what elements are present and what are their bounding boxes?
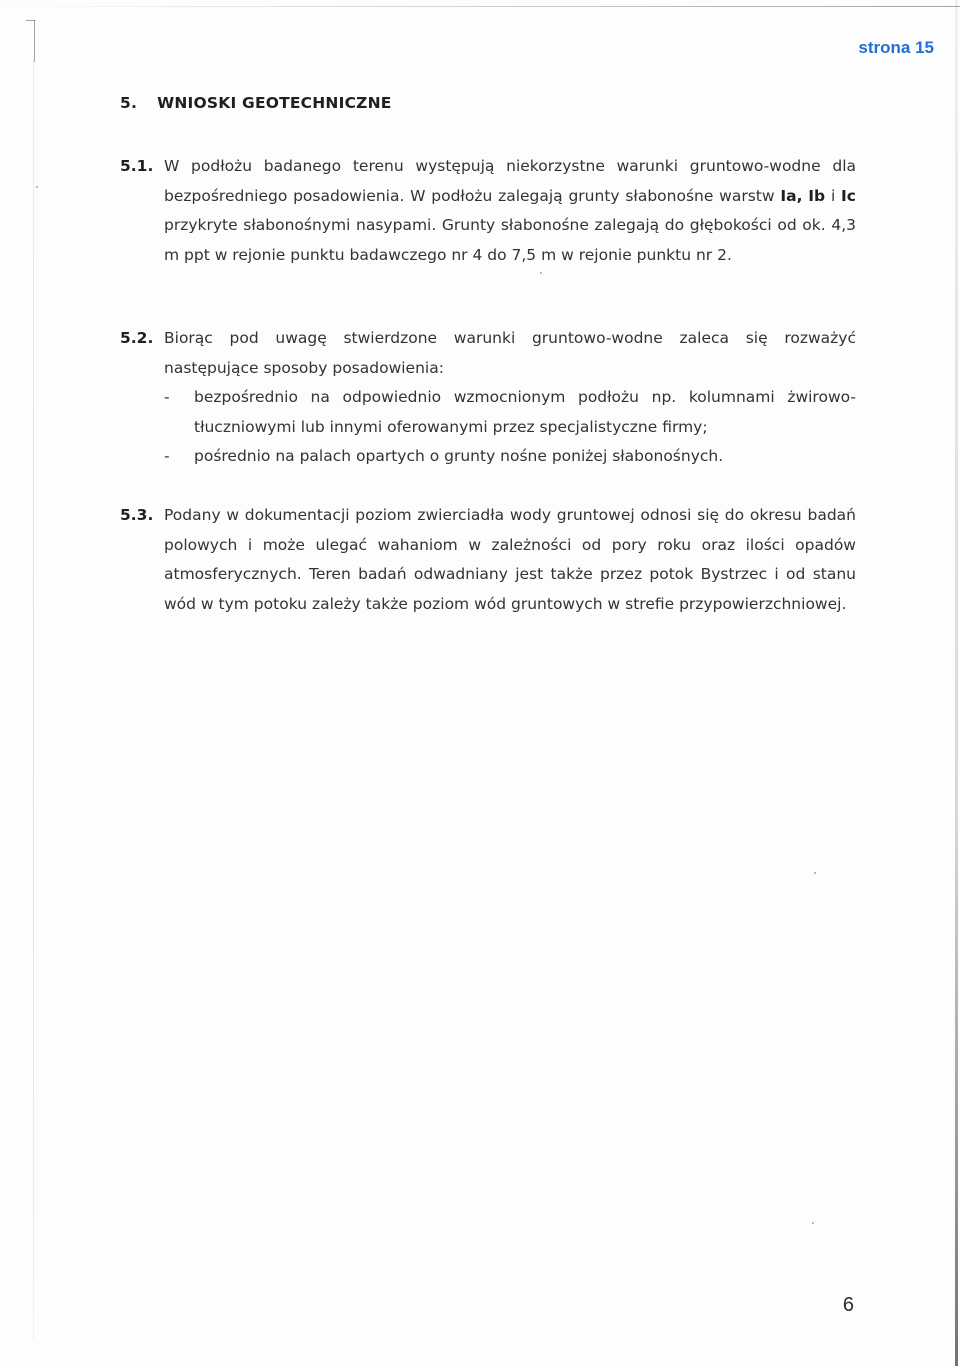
section-heading [120,94,392,112]
scan-speck [812,1222,814,1224]
scan-speck [814,872,816,874]
item-text: Podany w dokumentacji poziom zwierciadła wody gruntowej odnosi się do okresu badań polowych i może ulegać wahaniom w zależności od pory roku oraz ilości opadów atmosferycznych. Teren badań odwadniany jest także przez potok Bystrzec i od stanu wód w tym potoku zależy także poziom wód gruntowych w strefie przypowierzchniowej. [164,506,856,613]
layer-label: Ib [808,186,826,205]
conclusion-item [120,152,856,270]
item-number: 5.2. [120,329,154,347]
item-number: 5.1. [120,157,154,175]
scan-speck [540,272,542,274]
conclusion-item [120,501,856,619]
page-label: strona 15 [858,38,934,57]
item-text [164,324,856,472]
scan-artifact-left-edge [33,60,34,1340]
scan-artifact-left-tick [26,20,35,21]
layer-label: Ic [841,186,856,205]
scan-artifact-left-mark [34,20,35,62]
item-text-part: i [825,186,842,205]
scan-artifact-right-edge [955,0,958,1366]
item-text-part: przykryte słabonośnymi nasypami. Grunty słabonośne zalegają do głębokości od ok. 4,3 m ppt w rejonie punktu badawczego nr 4 do 7,5 m w rejonie punktu nr 2. [164,216,856,264]
section-number: 5. [120,94,138,112]
item-text-part: W podłożu badanego terenu występują niekorzystne warunki gruntowo-wodne dla bezpośredniego posadowienia. W podłożu zalegają grunty słabonośne warstw [164,157,856,205]
page-number: 6 [842,1294,854,1316]
layer-label: Ia, [780,186,803,205]
foundation-options-list [164,383,856,472]
list-item [164,442,856,472]
list-dash: - [164,447,170,465]
item-text [164,152,856,270]
list-item-text: pośrednio na palach opartych o grunty nośne poniżej słabonośnych. [194,447,724,465]
conclusion-item [120,324,856,472]
list-item-text: bezpośrednio na odpowiednio wzmocnionym podłożu np. kolumnami żwirowo-tłuczniowymi lub innymi oferowanymi przez specjalistyczne firmy; [194,388,856,436]
list-dash: - [164,388,170,406]
scan-artifact-top-line [0,6,960,7]
item-intro: Biorąc pod uwagę stwierdzone warunki gruntowo-wodne zaleca się rozważyć następujące sposoby posadowienia: [164,329,856,377]
scan-speck [36,186,38,188]
item-number: 5.3. [120,506,154,524]
list-item [164,383,856,442]
section-title: WNIOSKI GEOTECHNICZNE [157,94,392,112]
